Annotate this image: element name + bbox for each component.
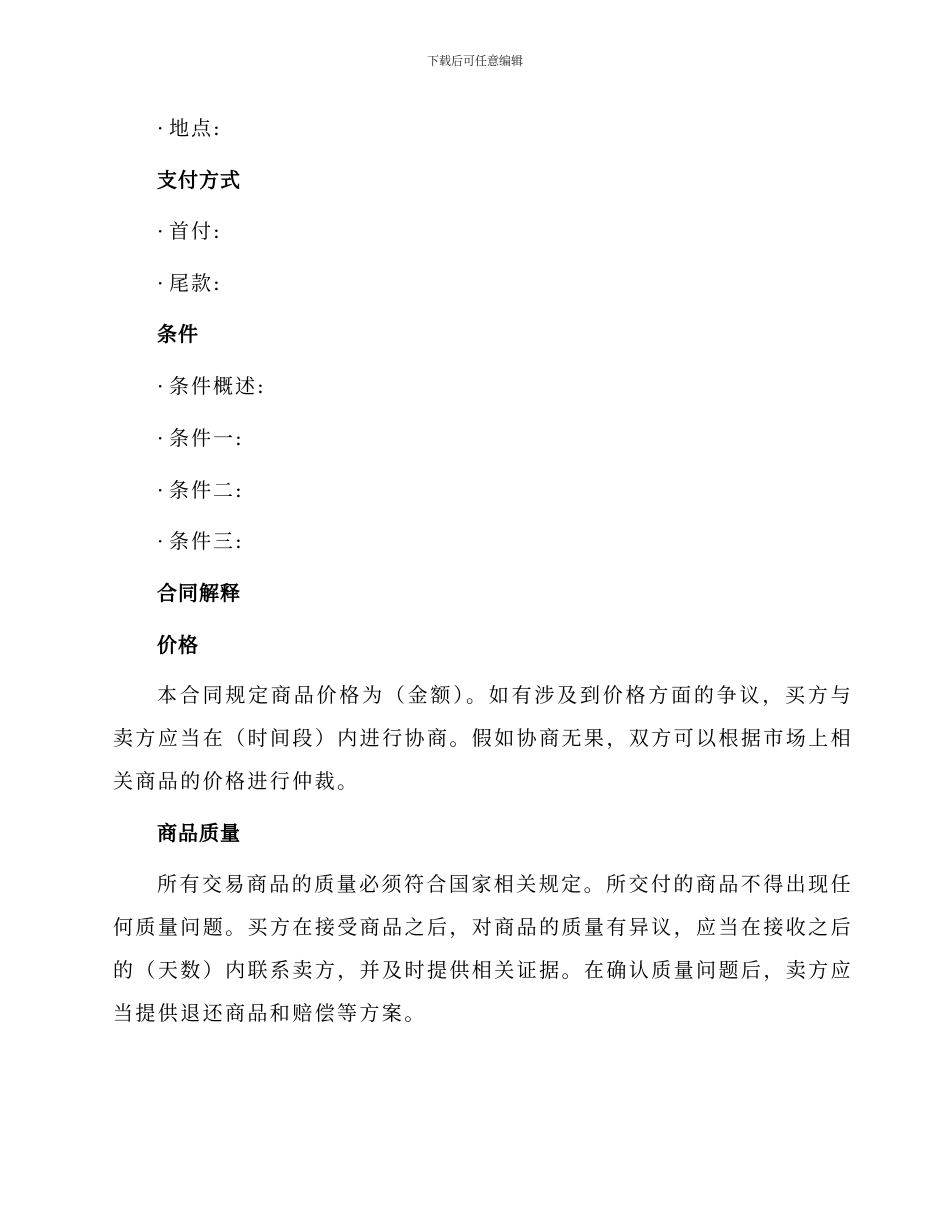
bullet: · [157,271,164,295]
list-item-condition-one [157,425,244,451]
list-item-label: 尾款: [169,271,222,295]
bullet: · [157,426,164,450]
paragraph-quality: 所有交易商品的质量必须符合国家相关规定。所交付的商品不得出现任何质量问题。买方在接受商品之后，对商品的质量有异议，应当在接收之后的（天数）内联系卖方，并及时提供相关证据。在确认质量问题后，卖方应当提供退还商品和赔偿等方案。 [113,872,853,1025]
bullet: · [157,219,164,243]
list-item-condition-three [157,528,244,554]
section-heading-payment: 支付方式 [157,168,241,192]
bullet: · [157,116,164,140]
list-item-condition-two [157,477,244,503]
section-heading-conditions: 条件 [157,322,199,346]
list-item-label: 首付: [169,219,222,243]
section-heading-interpretation: 合同解释 [157,581,241,605]
list-item-down-payment [157,218,222,244]
list-item-label: 条件三: [169,529,244,553]
bullet: · [157,478,164,502]
list-item-label: 地点: [169,116,222,140]
list-item-final-payment [157,270,222,296]
section-heading-quality: 商品质量 [157,821,241,845]
bullet: · [157,374,164,398]
list-item-condition-overview [157,373,266,399]
list-item-location [157,115,222,141]
list-item-label: 条件二: [169,478,244,502]
list-item-label: 条件一: [169,426,244,450]
section-heading-price: 价格 [157,633,199,657]
page-header: 下载后可任意编辑 [426,54,523,68]
list-item-label: 条件概述: [169,374,266,398]
bullet: · [157,529,164,553]
paragraph-price: 本合同规定商品价格为（金额）。如有涉及到价格方面的争议，买方与卖方应当在（时间段）内进行协商。假如协商无果，双方可以根据市场上相关商品的价格进行仲裁。 [113,683,853,793]
